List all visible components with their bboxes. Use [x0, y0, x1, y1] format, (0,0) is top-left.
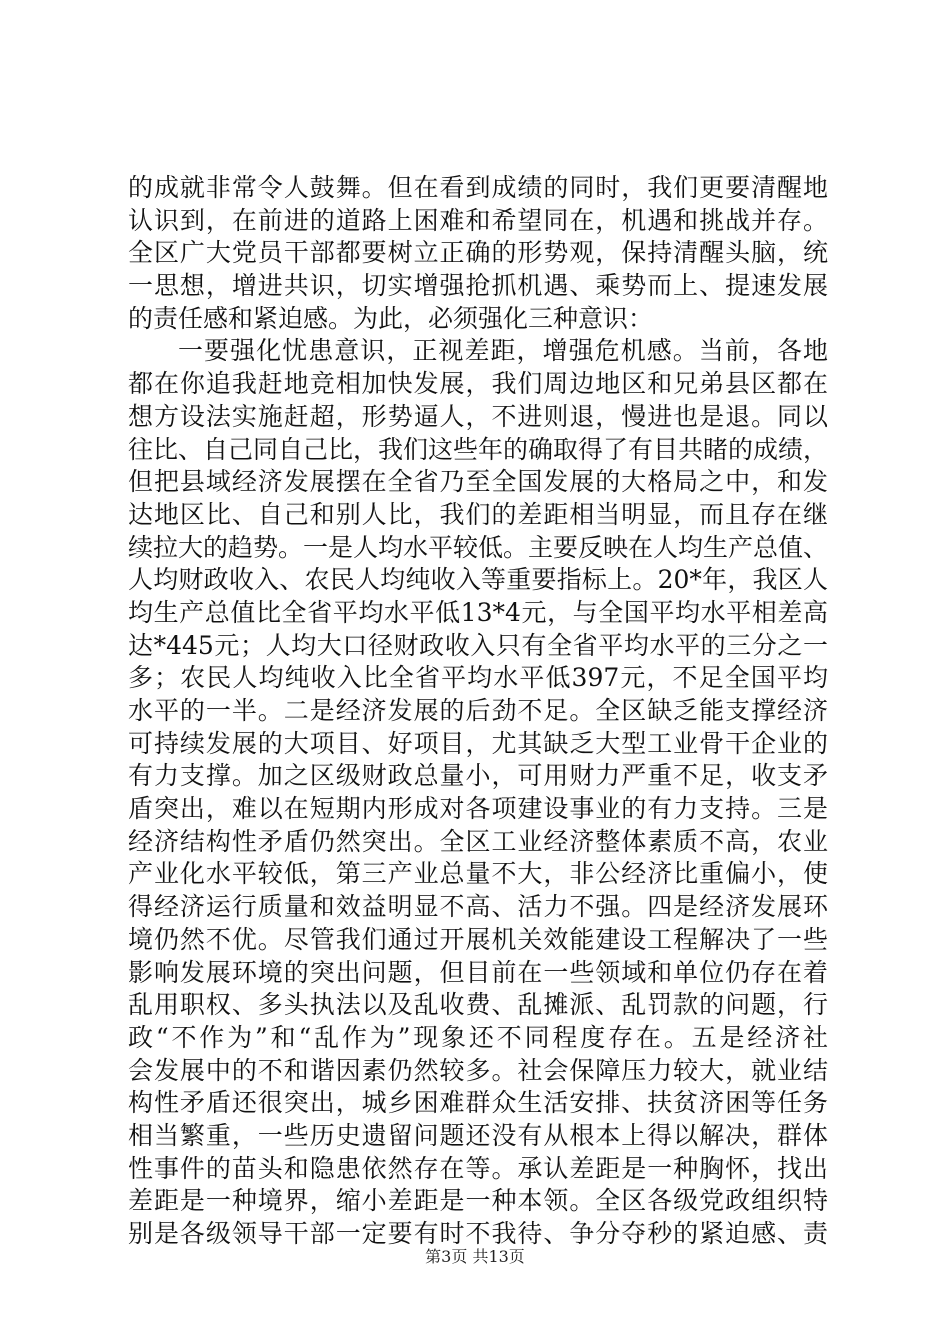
- text-line: 的责任感和紧迫感。为此，必须强化三种意识：: [128, 303, 654, 333]
- text-line: 经济结构性矛盾仍然突出。全区工业经济整体素质不高，农业: [128, 826, 828, 856]
- text-line: 相当繁重，一些历史遗留问题还没有从根本上得以解决，群体: [128, 1120, 828, 1150]
- text-line: 人均财政收入、农民人均纯收入等重要指标上。20*年，我区人: [128, 565, 828, 595]
- page-number: 第3页 共13页: [425, 1247, 525, 1266]
- text-line: 会发展中的不和谐因素仍然较多。社会保障压力较大，就业结: [128, 1055, 828, 1085]
- text-line: 多；农民人均纯收入比全省平均水平低397元，不足全国平均: [128, 663, 828, 693]
- text-line: 全区广大党员干部都要树立正确的形势观，保持清醒头脑，统: [128, 238, 828, 268]
- text-line: 水平的一半。二是经济发展的后劲不足。全区缺乏能支撑经济: [128, 696, 828, 725]
- text-line: 有力支撑。加之区级财政总量小，可用财力严重不足，收支矛: [128, 761, 828, 791]
- text-line: 达地区比、自己和别人比，我们的差距相当明显，而且存在继: [128, 499, 828, 529]
- text-line: 续拉大的趋势。一是人均水平较低。主要反映在人均生产总值、: [128, 532, 828, 562]
- text-line: 但把县域经济发展摆在全省乃至全国发展的大格局之中，和发: [128, 467, 828, 497]
- text-line: 构性矛盾还很突出，城乡困难群众生活安排、扶贫济困等任务: [128, 1088, 828, 1118]
- text-line: 盾突出，难以在短期内形成对各项建设事业的有力支持。三是: [128, 794, 828, 824]
- text-line: 差距是一种境界，缩小差距是一种本领。全区各级党政组织特: [128, 1186, 828, 1216]
- text-line: 影响发展环境的突出问题，但目前在一些领域和单位仍存在着: [128, 957, 828, 987]
- text-line: 别是各级领导干部一定要有时不我待、争分夺秒的紧迫感、责: [128, 1219, 828, 1248]
- text-line: 一思想，增进共识，切实增强抢抓机遇、乘势而上、提速发展: [128, 271, 828, 301]
- body-text: [128, 172, 828, 1251]
- text-line: 政“不作为”和“乱作为”现象还不同程度存在。五是经济社: [128, 1022, 828, 1052]
- text-line: 得经济运行质量和效益明显不高、活力不强。四是经济发展环: [128, 892, 828, 922]
- paragraph-first-line: 一要强化忧患意识，正视差距，增强危机感。当前，各地: [178, 336, 828, 366]
- text-line: 都在你追我赶地竞相加快发展，我们周边地区和兄弟县区都在: [128, 369, 828, 399]
- text-line: 的成就非常令人鼓舞。但在看到成绩的同时，我们更要清醒地: [128, 173, 828, 202]
- text-line: 均生产总值比全省平均水平低13*4元，与全国平均水平相差高: [128, 597, 828, 627]
- text-line: 达*445元；人均大口径财政收入只有全省平均水平的三分之一: [128, 630, 828, 660]
- text-line: 性事件的苗头和隐患依然存在等。承认差距是一种胸怀，找出: [128, 1153, 828, 1183]
- text-line: 认识到，在前进的道路上困难和希望同在，机遇和挑战并存。: [128, 205, 828, 235]
- text-line: 往比、自己同自己比，我们这些年的确取得了有目共睹的成绩，: [128, 434, 828, 464]
- text-line: 想方设法实施赶超，形势逼人，不进则退，慢进也是退。同以: [128, 401, 828, 431]
- text-line: 产业化水平较低，第三产业总量不大，非公经济比重偏小，使: [128, 859, 828, 889]
- page-footer: [0, 1247, 950, 1267]
- text-line: 境仍然不优。尽管我们通过开展机关效能建设工程解决了一些: [128, 924, 828, 954]
- text-line: 可持续发展的大项目、好项目，尤其缺乏大型工业骨干企业的: [128, 728, 828, 758]
- text-line: 乱用职权、多头执法以及乱收费、乱摊派、乱罚款的问题，行: [128, 990, 828, 1020]
